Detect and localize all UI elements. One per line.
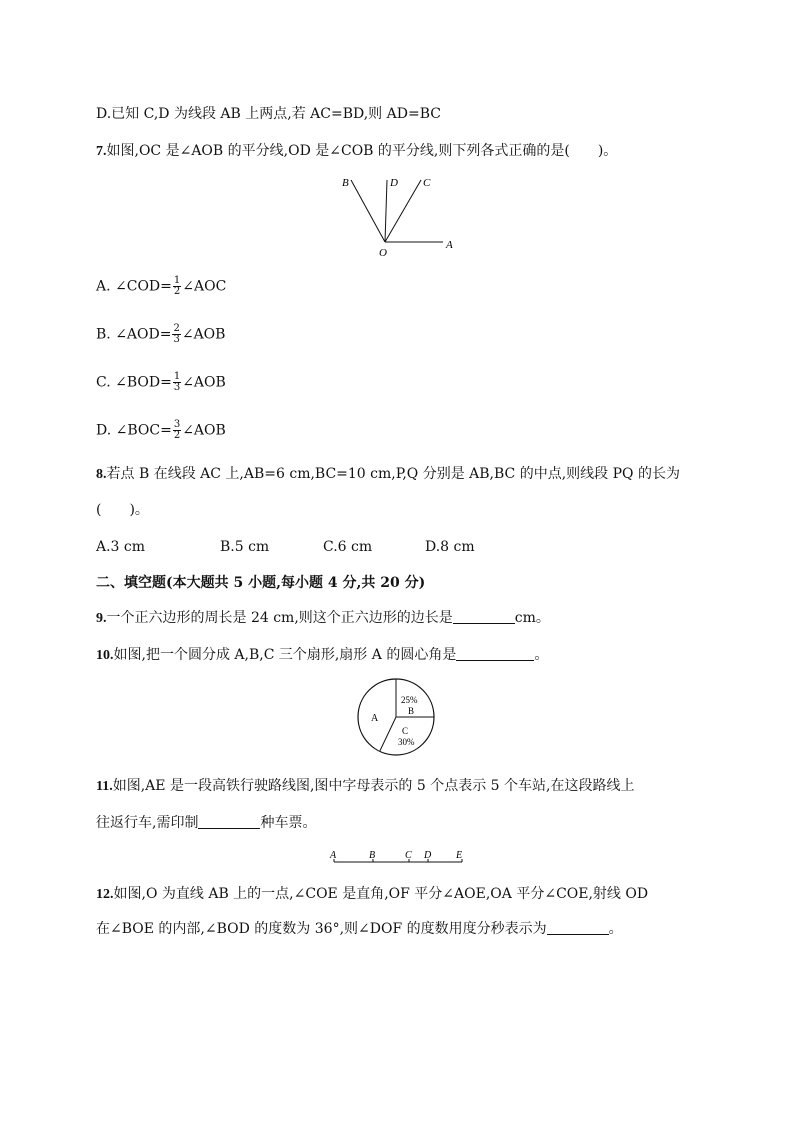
answer-blank[interactable] <box>453 609 515 624</box>
q7-option-d: D. ∠BOC= $\frac{3}{2}$ ∠AOB <box>96 419 226 441</box>
sector-a-label: A <box>371 713 379 724</box>
pie-divider-lower <box>380 717 396 751</box>
question-8 <box>96 464 680 485</box>
pie-figure <box>0 672 794 772</box>
station-b: B <box>369 850 376 861</box>
question-11-cont: 往返行车,需印制 种车票。 <box>96 815 317 831</box>
question-11: 11.如图,AE 是一段高铁行驶路线图,图中字母表示的 5 个点表示 5 个车站,在这段路线上 <box>96 778 635 794</box>
station-e: E <box>456 850 463 861</box>
question-stem: 如图,OC 是∠AOB 的平分线,OD 是∠COB 的平分线,则下列各式正确的是( )。 <box>106 143 618 159</box>
answer-blank[interactable] <box>547 920 609 935</box>
angle-figure <box>0 172 794 262</box>
question-12: 12.如图,O 为直线 AB 上的一点,∠COE 是直角,OF 平分∠AOE,OA 平分∠COE,射线 OD <box>96 886 649 902</box>
route-figure <box>0 846 794 870</box>
question-number: 10. <box>96 648 114 663</box>
question-number: 11. <box>96 779 113 794</box>
ray-oc <box>385 180 421 242</box>
answer-blank[interactable] <box>456 646 534 661</box>
q6-option-d: D.已知 C,D 为线段 AB 上两点,若 AC=BD,则 AD=BC <box>96 106 441 122</box>
q8-option-b: B.5 cm <box>220 539 270 555</box>
label-c: C <box>423 177 431 189</box>
fraction: $\frac{3}{2}$ <box>173 419 181 441</box>
question-7 <box>96 141 617 162</box>
sector-b-label: B <box>408 706 415 716</box>
ray-od <box>385 180 387 242</box>
fraction: $\frac{2}{3}$ <box>173 323 180 345</box>
question-12-cont: 在∠BOE 的内部,∠BOD 的度数为 36°,则∠DOF 的度数用度分秒表示为 。 <box>96 921 623 937</box>
question-number: 9. <box>96 611 107 626</box>
label-b: B <box>342 177 349 189</box>
label-a: A <box>446 239 453 251</box>
question-stem: 若点 B 在线段 AC 上,AB=6 cm,BC=10 cm,P,Q 分别是 AB,BC 的中点,则线段 PQ 的长为 <box>106 466 680 482</box>
question-9: 9.一个正六边形的周长是 24 cm,则这个正六边形的边长是 cm。 <box>96 610 550 626</box>
ray-ob <box>351 180 385 242</box>
q7-option-c: C. ∠BOD= $\frac{1}{3}$ ∠AOB <box>96 371 226 393</box>
question-8-cont: ( )。 <box>96 502 149 518</box>
station-c: C <box>405 850 412 861</box>
sector-b-percent: 25% <box>401 695 418 705</box>
sector-c-percent: 30% <box>398 737 415 747</box>
q8-option-d: D.8 cm <box>425 539 475 555</box>
label-o: O <box>379 247 387 259</box>
q7-option-a: A. ∠COD= $\frac{1}{2}$ ∠AOC <box>96 275 227 297</box>
fraction: $\frac{1}{3}$ <box>173 371 181 393</box>
q8-option-c: C.6 cm <box>323 539 373 555</box>
section-title: 二、填空题(本大题共 5 小题,每小题 4 分,共 20 分) <box>96 575 426 591</box>
answer-blank[interactable] <box>198 814 260 829</box>
sector-c-label: C <box>402 726 409 736</box>
station-a: A <box>330 850 337 861</box>
question-number: 8. <box>96 467 107 482</box>
label-d: D <box>390 177 398 189</box>
q8-option-a: A.3 cm <box>96 539 146 555</box>
question-number: 7. <box>96 144 107 159</box>
q7-option-b: B. ∠AOD= $\frac{2}{3}$ ∠AOB <box>96 323 226 345</box>
question-10: 10.如图,把一个圆分成 A,B,C 三个扇形,扇形 A 的圆心角是 。 <box>96 647 549 663</box>
fraction: $\frac{1}{2}$ <box>173 275 181 297</box>
station-d: D <box>424 850 432 861</box>
question-number: 12. <box>96 887 114 902</box>
